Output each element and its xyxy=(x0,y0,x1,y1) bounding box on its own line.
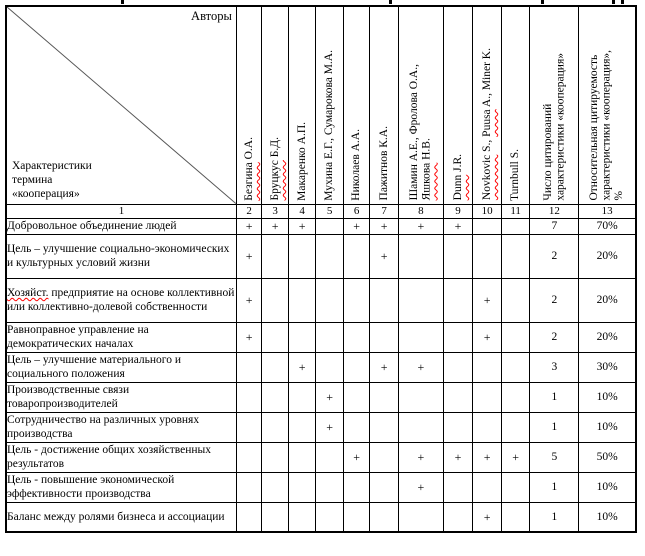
citation-mark: + xyxy=(236,322,261,352)
author-column-header-5 xyxy=(316,6,344,204)
empty-cell xyxy=(398,382,443,412)
empty-cell xyxy=(443,234,473,278)
table-row xyxy=(6,412,636,442)
empty-cell xyxy=(288,502,316,532)
column-number: 12 xyxy=(530,204,579,218)
rotated-header-text: Макаренко А.П. xyxy=(295,121,308,201)
column-number: 7 xyxy=(370,204,399,218)
empty-cell xyxy=(262,234,289,278)
column-number: 13 xyxy=(579,204,636,218)
empty-cell xyxy=(398,278,443,322)
rotated-header-text: Turnbull S. xyxy=(509,148,522,201)
citation-percentage: 30% xyxy=(579,352,636,382)
column-number-row xyxy=(6,204,636,218)
citation-count: 1 xyxy=(530,382,579,412)
author-column-header-4 xyxy=(288,6,316,204)
empty-cell xyxy=(288,278,316,322)
clipped-caption-fragment xyxy=(121,0,124,4)
empty-cell xyxy=(262,278,289,322)
rotated-header-text: Николаев А.А. xyxy=(350,128,363,201)
citation-mark: + xyxy=(288,352,316,382)
citation-count: 7 xyxy=(530,218,579,234)
rotated-header-text: Бруцкус Б.Д. xyxy=(268,137,281,201)
empty-cell xyxy=(370,382,399,412)
citation-mark: + xyxy=(398,352,443,382)
empty-cell xyxy=(236,472,261,502)
table-row xyxy=(6,472,636,502)
characteristics-axis-label: Характеристики термина «кооперация» xyxy=(12,159,92,200)
citation-mark: + xyxy=(473,442,502,472)
empty-cell xyxy=(501,472,530,502)
characteristic-name: Равноправное управление на демократических началах xyxy=(6,322,236,352)
empty-cell xyxy=(398,502,443,532)
empty-cell xyxy=(316,352,344,382)
empty-cell xyxy=(316,322,344,352)
citation-mark: + xyxy=(473,278,502,322)
citation-percentage: 20% xyxy=(579,234,636,278)
misspelling-squiggle: Puusa xyxy=(480,109,493,138)
rotated-header-text: Novkovic S., Puusa A., Miner K. xyxy=(480,48,493,201)
empty-cell xyxy=(236,412,261,442)
empty-cell xyxy=(501,234,530,278)
empty-cell xyxy=(473,412,502,442)
empty-cell xyxy=(288,412,316,442)
author-column-header-11 xyxy=(501,6,530,204)
empty-cell xyxy=(343,234,370,278)
author-column-header-10 xyxy=(473,6,502,204)
citation-mark: + xyxy=(236,234,261,278)
empty-cell xyxy=(236,502,261,532)
table-row xyxy=(6,322,636,352)
citation-percentage: 50% xyxy=(579,442,636,472)
citation-mark: + xyxy=(443,442,473,472)
empty-cell xyxy=(343,322,370,352)
characteristic-name: Хозяйст. предприятие на основе коллективной или коллективно-долевой собственности xyxy=(6,278,236,322)
column-number: 9 xyxy=(443,204,473,218)
author-column-header-6 xyxy=(343,6,370,204)
author-column-header-2 xyxy=(236,6,261,204)
empty-cell xyxy=(316,234,344,278)
author-header-row xyxy=(6,6,636,204)
misspelling-squiggle: Dunn xyxy=(451,174,464,201)
table-row xyxy=(6,382,636,412)
citation-mark: + xyxy=(370,234,399,278)
citation-mark: + xyxy=(262,218,289,234)
author-column-header-8 xyxy=(398,6,443,204)
empty-cell xyxy=(398,322,443,352)
corner-cell xyxy=(6,6,236,204)
empty-cell xyxy=(262,472,289,502)
citation-mark: + xyxy=(398,218,443,234)
citation-count: 2 xyxy=(530,322,579,352)
citation-mark: + xyxy=(370,218,399,234)
author-column-header-3 xyxy=(262,6,289,204)
citation-mark: + xyxy=(443,218,473,234)
author-column-header-13 xyxy=(579,6,636,204)
citation-percentage: 10% xyxy=(579,382,636,412)
rotated-header-text: Безгина О.А. xyxy=(242,136,255,201)
empty-cell xyxy=(236,352,261,382)
empty-cell xyxy=(501,322,530,352)
empty-cell xyxy=(343,412,370,442)
citation-count: 1 xyxy=(530,472,579,502)
clipped-caption-fragment xyxy=(621,0,624,4)
empty-cell xyxy=(501,218,530,234)
empty-cell xyxy=(501,412,530,442)
citation-mark: + xyxy=(236,278,261,322)
empty-cell xyxy=(501,502,530,532)
empty-cell xyxy=(316,442,344,472)
empty-cell xyxy=(443,352,473,382)
rotated-header-text: Шамин А.Е., Фролова О.А., Яшкова Н.В. xyxy=(408,64,433,201)
citation-mark: + xyxy=(370,352,399,382)
empty-cell xyxy=(343,472,370,502)
column-number: 2 xyxy=(236,204,261,218)
citation-mark: + xyxy=(288,218,316,234)
empty-cell xyxy=(316,472,344,502)
empty-cell xyxy=(398,234,443,278)
column-number: 11 xyxy=(501,204,530,218)
table-body xyxy=(6,218,636,532)
empty-cell xyxy=(343,352,370,382)
citation-mark: + xyxy=(343,218,370,234)
citation-mark: + xyxy=(343,442,370,472)
characteristic-name: Баланс между ролями бизнеса и ассоциации xyxy=(6,502,236,532)
empty-cell xyxy=(370,472,399,502)
column-number: 8 xyxy=(398,204,443,218)
empty-cell xyxy=(443,502,473,532)
table-row xyxy=(6,278,636,322)
citation-analysis-table xyxy=(5,5,637,533)
misspelling-squiggle: Хозяйст. xyxy=(7,287,49,299)
citation-mark: + xyxy=(316,382,344,412)
misspelling-squiggle: Безгина xyxy=(242,161,255,201)
rotated-header-text: Число цитирований характеристики «кооперация» xyxy=(541,52,567,201)
empty-cell xyxy=(473,352,502,382)
characteristic-name: Цель – улучшение материального и социального положения xyxy=(6,352,236,382)
empty-cell xyxy=(370,322,399,352)
empty-cell xyxy=(288,382,316,412)
author-column-header-12 xyxy=(530,6,579,204)
empty-cell xyxy=(288,322,316,352)
citation-mark: + xyxy=(473,322,502,352)
misspelling-squiggle: Яшкова xyxy=(420,162,433,201)
empty-cell xyxy=(262,502,289,532)
characteristic-name: Добровольное объединение людей xyxy=(6,218,236,234)
empty-cell xyxy=(343,502,370,532)
empty-cell xyxy=(443,472,473,502)
citation-mark: + xyxy=(473,502,502,532)
citation-count: 1 xyxy=(530,502,579,532)
empty-cell xyxy=(370,278,399,322)
citation-mark: + xyxy=(236,218,261,234)
empty-cell xyxy=(370,502,399,532)
empty-cell xyxy=(370,412,399,442)
citation-percentage: 10% xyxy=(579,502,636,532)
column-number: 5 xyxy=(316,204,344,218)
empty-cell xyxy=(316,218,344,234)
authors-axis-label: Авторы xyxy=(191,9,232,23)
table-row xyxy=(6,352,636,382)
column-number: 1 xyxy=(6,204,236,218)
citation-count: 5 xyxy=(530,442,579,472)
empty-cell xyxy=(501,382,530,412)
clipped-caption-fragment xyxy=(612,0,615,4)
characteristic-name: Цель - достижение общих хозяйственных результатов xyxy=(6,442,236,472)
clipped-caption-fragment xyxy=(389,0,392,4)
citation-percentage: 20% xyxy=(579,322,636,352)
empty-cell xyxy=(473,218,502,234)
citation-percentage: 20% xyxy=(579,278,636,322)
misspelling-squiggle: Novkovic xyxy=(480,155,493,201)
citation-count: 2 xyxy=(530,234,579,278)
citation-count: 3 xyxy=(530,352,579,382)
empty-cell xyxy=(443,382,473,412)
empty-cell xyxy=(343,382,370,412)
empty-cell xyxy=(343,278,370,322)
table-row xyxy=(6,218,636,234)
empty-cell xyxy=(473,234,502,278)
column-number: 6 xyxy=(343,204,370,218)
empty-cell xyxy=(236,442,261,472)
empty-cell xyxy=(288,472,316,502)
empty-cell xyxy=(262,352,289,382)
table-row xyxy=(6,442,636,472)
empty-cell xyxy=(443,412,473,442)
citation-mark: + xyxy=(316,412,344,442)
column-number: 10 xyxy=(473,204,502,218)
empty-cell xyxy=(501,278,530,322)
citation-percentage: 10% xyxy=(579,472,636,502)
empty-cell xyxy=(262,442,289,472)
rotated-header-text: Мухина Е.Г., Сумарокова М.А. xyxy=(323,49,336,201)
citation-percentage: 10% xyxy=(579,412,636,442)
characteristic-name: Цель – улучшение социально-экономических и культурных условий жизни xyxy=(6,234,236,278)
empty-cell xyxy=(262,382,289,412)
rotated-header-text: Пажитнов К.А. xyxy=(377,126,390,201)
citation-count: 2 xyxy=(530,278,579,322)
column-number: 4 xyxy=(288,204,316,218)
empty-cell xyxy=(236,382,261,412)
empty-cell xyxy=(473,472,502,502)
citation-mark: + xyxy=(501,442,530,472)
table-row xyxy=(6,234,636,278)
clipped-caption-fragment xyxy=(541,0,544,4)
author-column-header-9 xyxy=(443,6,473,204)
citation-percentage: 70% xyxy=(579,218,636,234)
misspelling-squiggle: Бруцкус xyxy=(268,160,281,201)
author-column-header-7 xyxy=(370,6,399,204)
empty-cell xyxy=(443,278,473,322)
empty-cell xyxy=(316,502,344,532)
citation-mark: + xyxy=(398,442,443,472)
empty-cell xyxy=(473,382,502,412)
table-row xyxy=(6,502,636,532)
empty-cell xyxy=(262,322,289,352)
citation-count: 1 xyxy=(530,412,579,442)
empty-cell xyxy=(288,442,316,472)
empty-cell xyxy=(501,352,530,382)
empty-cell xyxy=(316,278,344,322)
characteristic-name: Цель - повышение экономической эффективности производства xyxy=(6,472,236,502)
column-number: 3 xyxy=(262,204,289,218)
characteristic-name: Сотрудничество на различных уровнях производства xyxy=(6,412,236,442)
rotated-header-text: Относительная цитируемость характеристики «кооперация», % xyxy=(588,49,626,201)
empty-cell xyxy=(443,322,473,352)
citation-mark: + xyxy=(398,472,443,502)
characteristic-name: Производственные связи товаропроизводителей xyxy=(6,382,236,412)
empty-cell xyxy=(262,412,289,442)
empty-cell xyxy=(288,234,316,278)
rotated-header-text: Dunn J.R. xyxy=(451,154,464,201)
empty-cell xyxy=(370,442,399,472)
empty-cell xyxy=(398,412,443,442)
